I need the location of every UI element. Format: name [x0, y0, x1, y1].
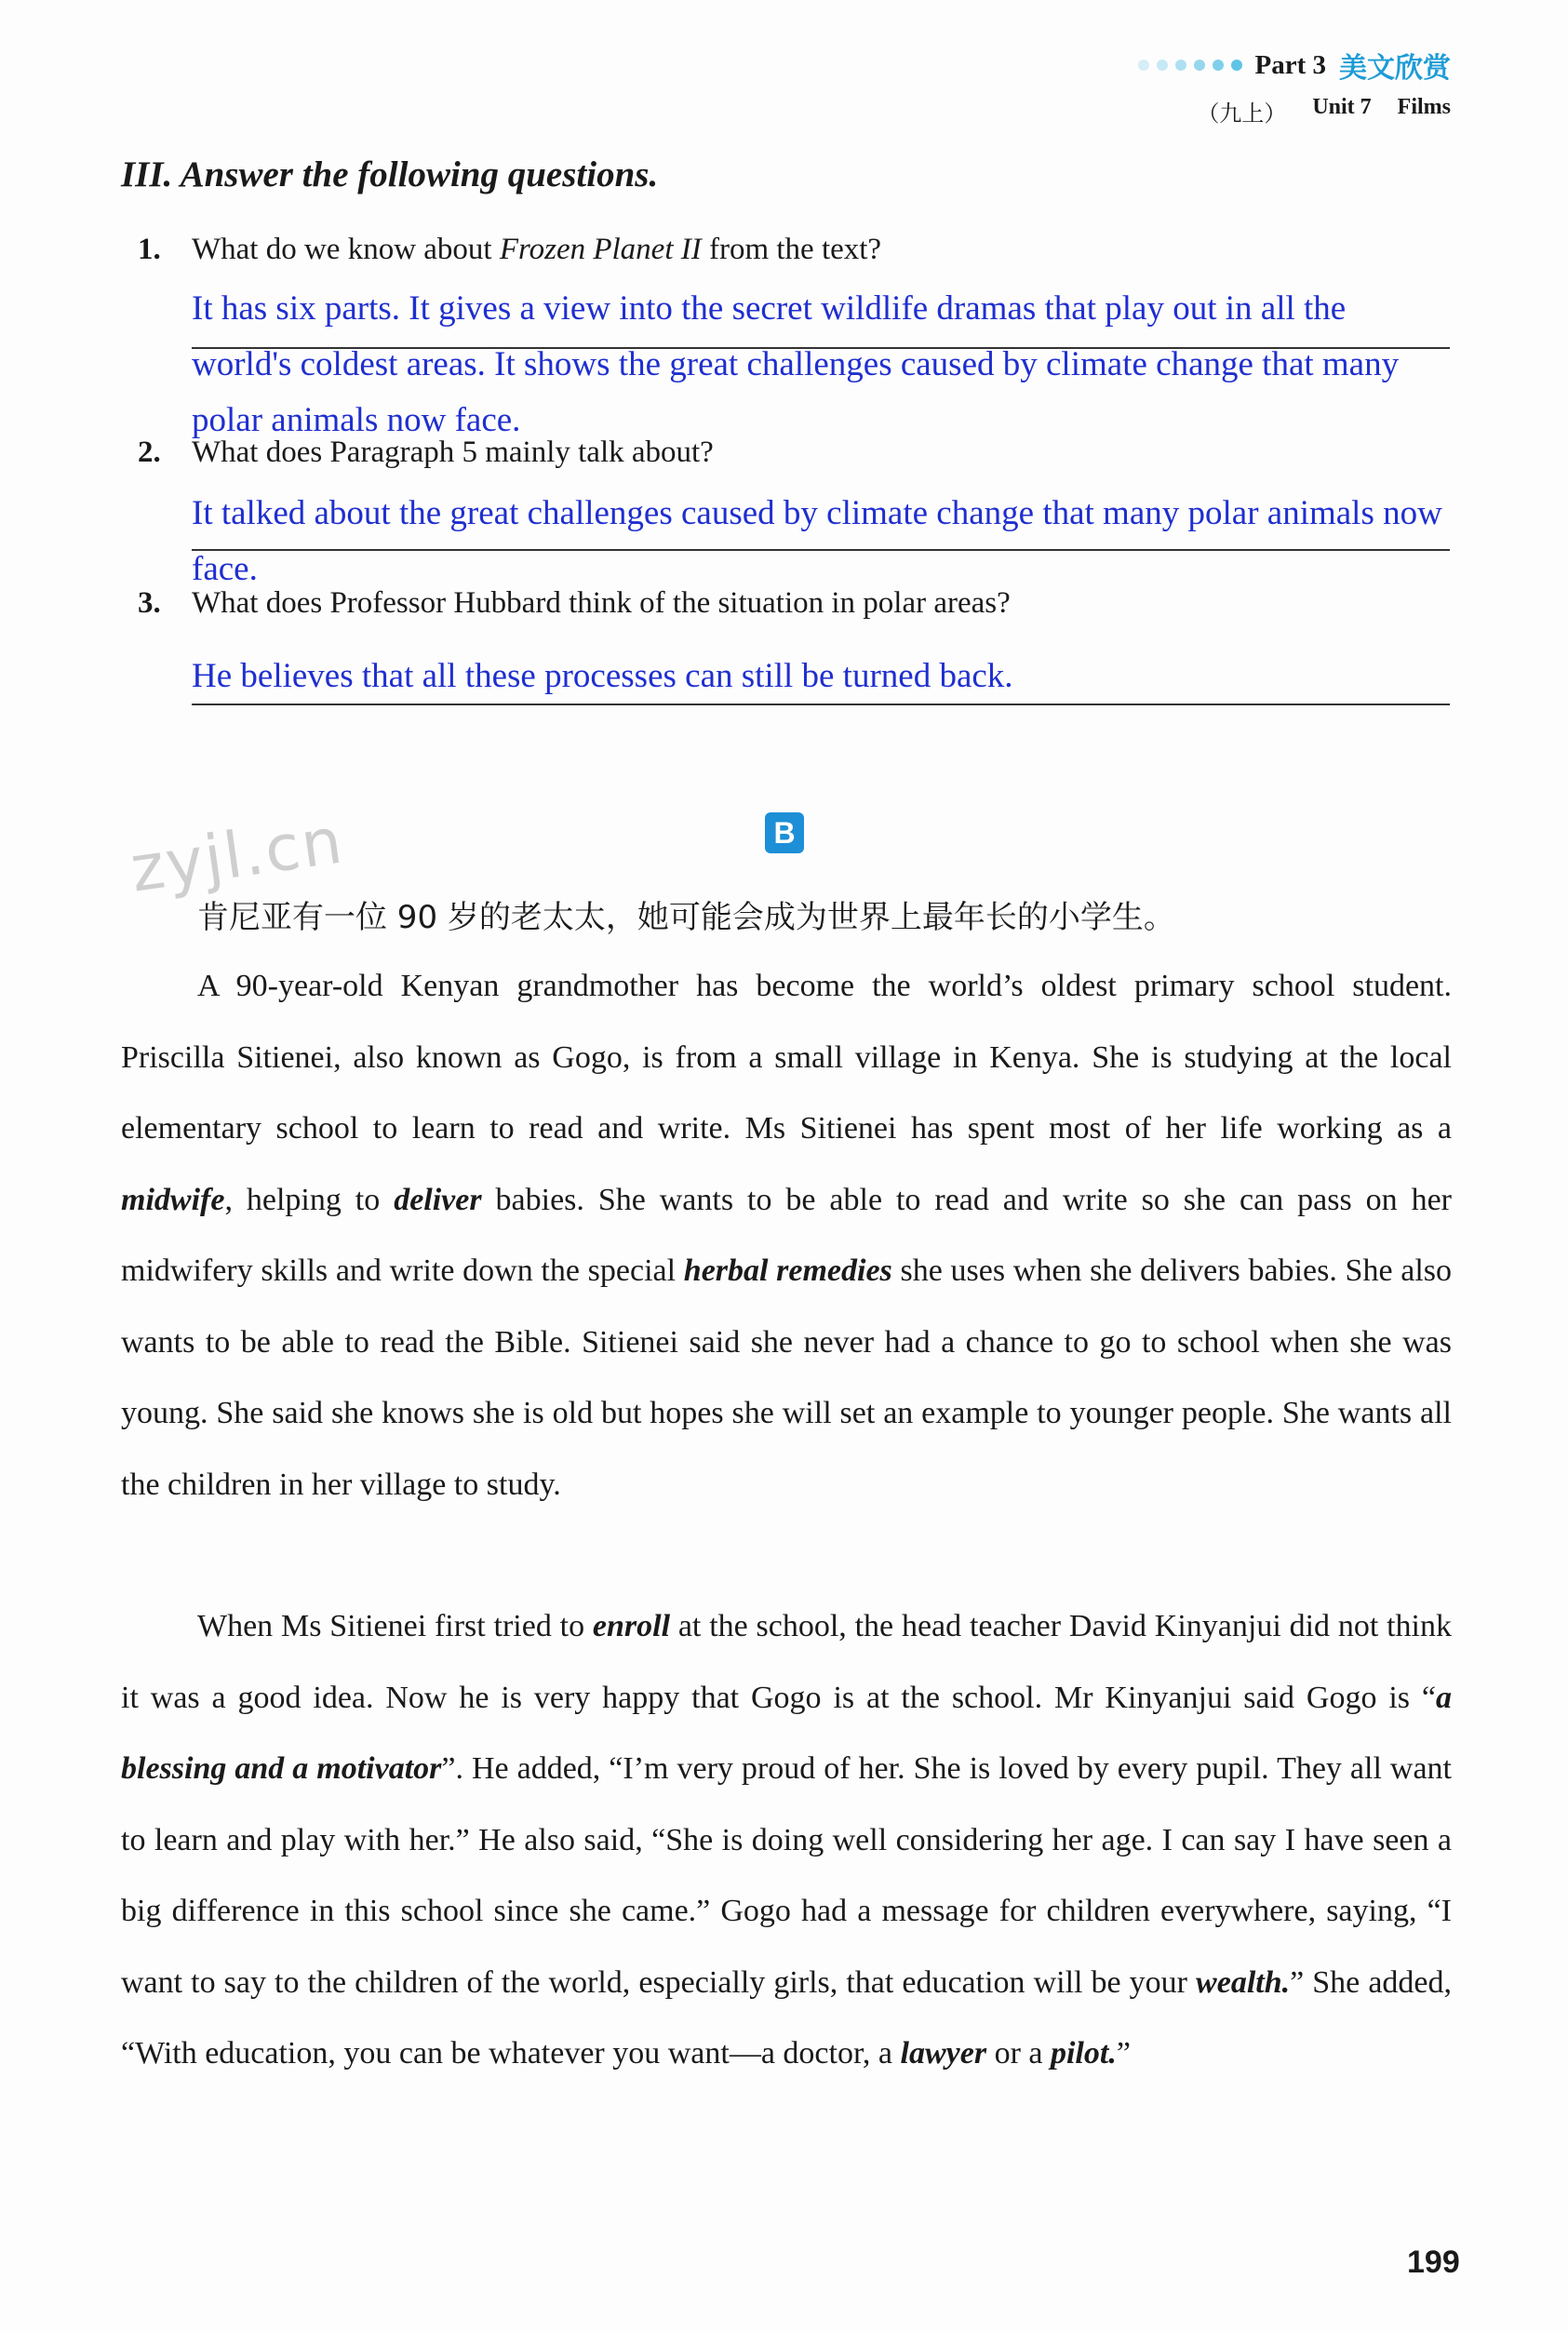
exercise-title: III. Answer the following questions.	[121, 154, 659, 194]
unit-label: Unit 7	[1312, 95, 1372, 119]
question-number: 1.	[138, 233, 161, 266]
vocab-word: lawyer	[900, 2036, 987, 2071]
section-b-badge: B	[765, 812, 804, 853]
question-number: 2.	[138, 436, 161, 469]
paragraph-1: A 90-year-old Kenyan grandmother has become the world’s oldest primary school student. Priscilla Sitienei, also known as Gogo, is from a small village in Kenya. She is studying at the local elementary school to learn to read and write. Ms Sitienei has spent most of her life working as a midwife, helping to deliver babies. She wants to be able to read and write so she can pass on her midwifery skills and write down the special herbal remedies she uses when she delivers babies. She also wants to be able to read the Bible. Sitienei said she never had a chance to go to school when she was young. She said she knows she is old but hopes she will set an example to younger people. She wants all the children in her village to study.	[121, 969, 1453, 1502]
question-1: 1. What do we know about Frozen Planet II from the text?	[138, 233, 882, 266]
question-2: 2. What does Paragraph 5 mainly talk about?	[138, 436, 714, 469]
dots-decoration-icon	[1138, 60, 1242, 71]
vocab-word: enroll	[592, 1609, 671, 1643]
part-label: Part 3	[1254, 49, 1326, 80]
watermark: zyjl.cn	[126, 804, 349, 907]
answer-line	[192, 704, 1450, 705]
answer-line	[192, 347, 1450, 349]
vocab-word: pilot.	[1050, 2036, 1117, 2071]
answer-line	[192, 549, 1450, 551]
question-3: 3. What does Professor Hubbard think of the situation in polar areas?	[138, 586, 1011, 620]
page-header	[1138, 45, 1452, 127]
answer-3[interactable]: He believes that all these processes can still be turned back.	[192, 657, 1013, 695]
grade-label: （九上）	[1197, 101, 1287, 127]
vocab-word: midwife	[121, 1182, 225, 1217]
vocab-word: deliver	[394, 1182, 482, 1217]
answer-1[interactable]: It has six parts. It gives a view into the secret wildlife dramas that play out in all the world's coldest areas. It shows the great challenges caused by climate change that many polar animals now face.	[192, 289, 1400, 439]
section-label: 美文欣赏	[1339, 52, 1451, 85]
film-title: Frozen Planet II	[499, 233, 702, 266]
answer-2[interactable]: It talked about the great challenges caused by climate change that many polar animals now face.	[192, 494, 1442, 588]
paragraph-2: When Ms Sitienei first tried to enroll at the school, the head teacher David Kinyanjui did not think it was a good idea. Now he is very happy that Gogo is at the school. Mr Kinyanjui said Gogo is “a blessing and a motivator”. He added, “I’m very proud of her. She is loved by every pupil. They all want to learn and play with her.” He also said, “She is doing well considering her age. I can say I have seen a big difference in this school since she came.” Gogo had a message for children everywhere, saying, “I want to say to the children of the world, especially girls, that education will be your wealth.” She added, “With education, you can be whatever you want—a doctor, a lawyer or a pilot.”	[121, 1609, 1452, 2071]
vocab-word: wealth.	[1196, 1964, 1291, 2000]
page-number: 199	[1407, 2245, 1460, 2280]
question-number: 3.	[138, 586, 161, 620]
chinese-intro: 肯尼亚有一位 90 岁的老太太，她可能会成为世界上最年长的小学生。	[197, 899, 1175, 936]
vocab-phrase: a blessing and a motivator	[121, 1680, 1452, 1786]
vocab-word: herbal remedies	[683, 1253, 892, 1288]
topic-label: Films	[1397, 95, 1451, 119]
